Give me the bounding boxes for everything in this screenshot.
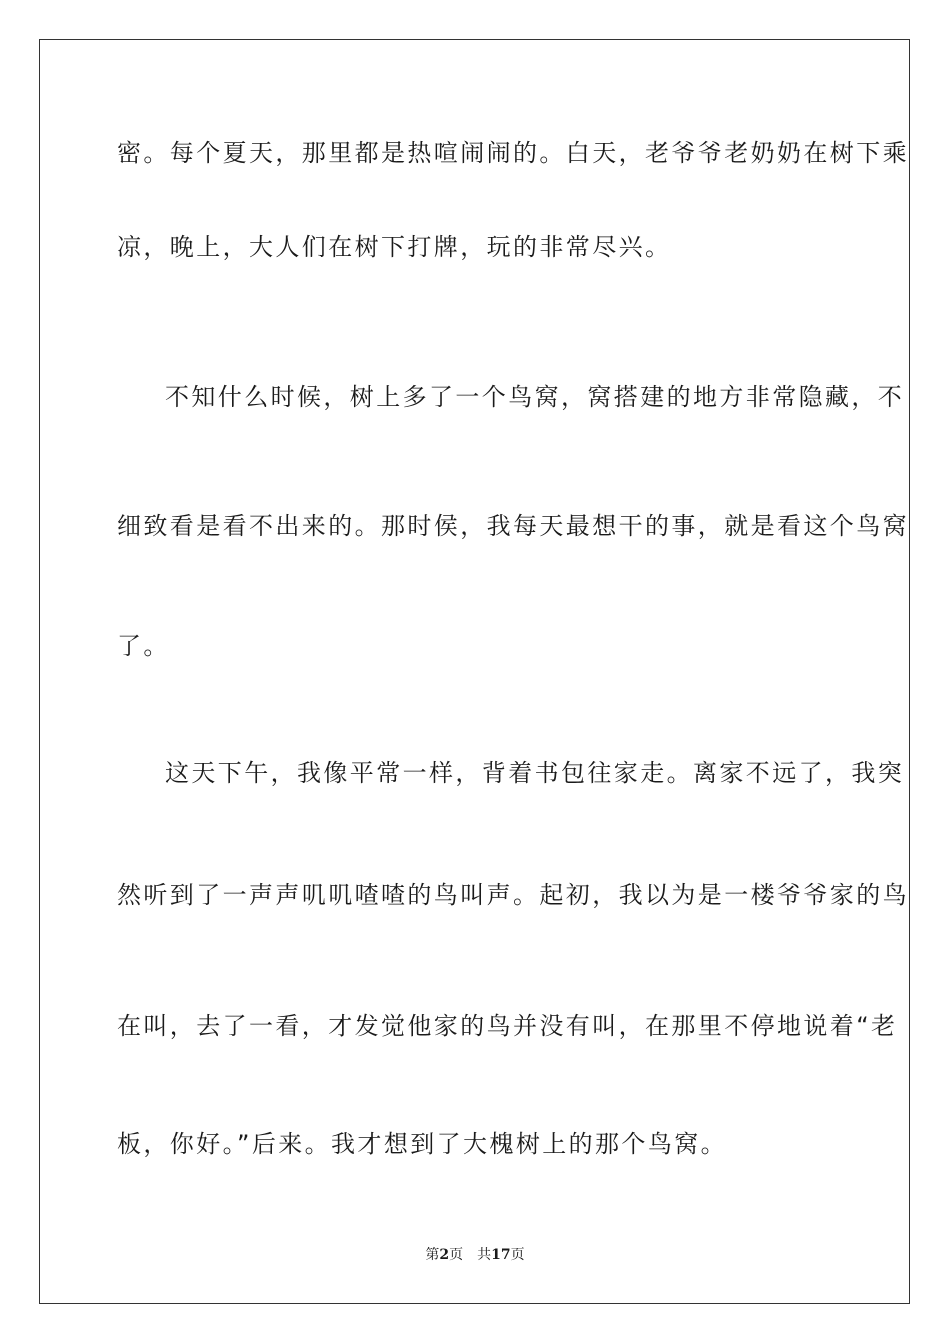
footer-total-suffix: 页 [510, 1247, 525, 1263]
footer-page-number: 2 [439, 1247, 450, 1263]
text-line-7: 然听到了一声声叽叽喳喳的鸟叫声。起初，我以为是一楼爷爷家的鸟 [117, 881, 909, 909]
text-line-6: 这天下午，我像平常一样，背着书包往家走。离家不远了，我突 [165, 759, 905, 787]
text-line-4: 细致看是看不出来的。那时侯，我每天最想干的事，就是看这个鸟窝 [117, 512, 909, 540]
footer-total-pages: 17 [491, 1247, 511, 1263]
text-line-8: 在叫，去了一看，才发觉他家的鸟并没有叫，在那里不停地说着“老 [117, 1012, 898, 1040]
text-line-5: 了。 [117, 632, 170, 660]
text-line-2: 凉，晚上，大人们在树下打牌，玩的非常尽兴。 [117, 233, 672, 261]
text-line-9: 板，你好。”后来。我才想到了大槐树上的那个鸟窝。 [117, 1130, 728, 1158]
page-border [39, 39, 910, 1304]
page-footer [0, 1246, 950, 1264]
footer-total-prefix: 共 [477, 1247, 492, 1263]
text-line-1: 密。每个夏天，那里都是热喧闹闹的。白天，老爷爷老奶奶在树下乘 [117, 139, 909, 167]
footer-page-prefix: 第 [425, 1247, 440, 1263]
text-line-3: 不知什么时候，树上多了一个鸟窝，窝搭建的地方非常隐藏，不 [165, 383, 905, 411]
footer-page-suffix: 页 [449, 1247, 464, 1263]
